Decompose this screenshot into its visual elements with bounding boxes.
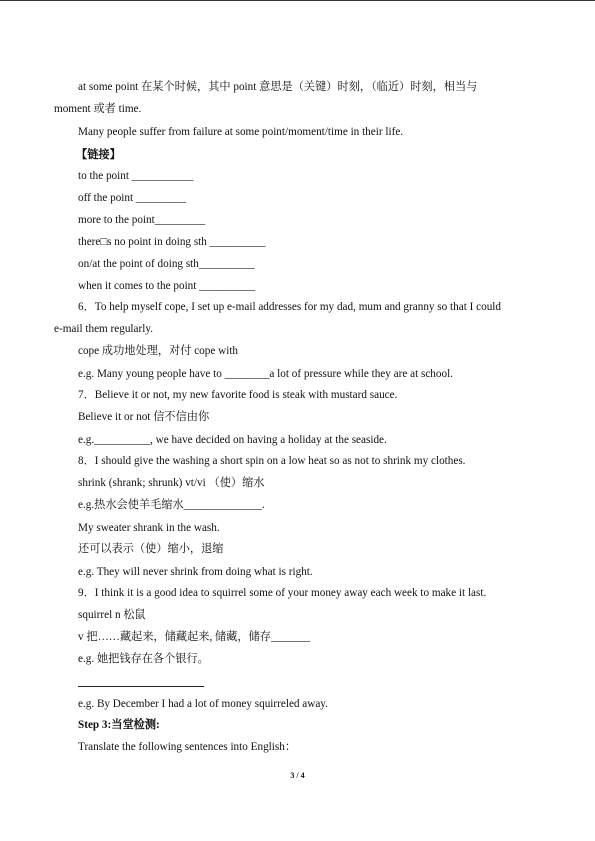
text-line: at some point 在某个时候，其中 point 意思是（关键）时刻，（临近）时刻，相当与 (78, 81, 478, 93)
text-line: cope 成功地处理，对付 cope with (78, 345, 239, 357)
text-line: when it comes to the point __________ (78, 280, 256, 292)
step-heading: Step 3:当堂检测: (78, 719, 160, 731)
text-line: Believe it or not 信不信由你 (78, 411, 210, 423)
text-line: shrink (shrank; shrunk) vt/vi （使）缩水 (78, 477, 265, 489)
text-line: squirrel n 松鼠 (78, 609, 146, 621)
text-line: 8．I should give the washing a short spin on a low heat so as not to shrink my clothes. (78, 455, 466, 467)
text-line: e.g. Many young people have to ________a lot of pressure while they are at school. (78, 368, 453, 380)
text-line: e.g.热水会使羊毛缩水______________. (78, 499, 265, 511)
text-line: 还可以表示（使）缩小，退缩 (78, 543, 224, 555)
text-line: on/at the point of doing sth__________ (78, 258, 255, 270)
text-line: e.g. They will never shrink from doing what is right. (78, 566, 313, 578)
text-line: e-mail them regularly. (54, 323, 153, 335)
text-line: Many people suffer from failure at some point/moment/time in their life. (78, 126, 404, 138)
text-line: 7．Believe it or not, my new favorite food is steak with mustard sauce. (78, 389, 398, 401)
answer-blank-line (78, 686, 204, 687)
text-line: v 把……藏起来，储藏起来, 储藏，储存_______ (78, 631, 311, 643)
section-heading: 【链接】 (76, 149, 121, 161)
text-line: 6．To help myself cope, I set up e-mail addresses for my dad, mum and granny so that I could (78, 301, 501, 313)
text-line: more to the point_________ (78, 214, 206, 226)
text-line: off the point _________ (78, 192, 187, 204)
text-line: Translate the following sentences into English： (78, 741, 297, 753)
text-line: e.g.__________, we have decided on having a holiday at the seaside. (78, 434, 387, 446)
text-line: there□s no point in doing sth __________ (78, 236, 266, 248)
text-line: e.g. 她把钱存在各个银行。 (78, 653, 209, 665)
text-line: e.g. By December I had a lot of money squirreled away. (78, 698, 328, 710)
page-number: 3 / 4 (290, 771, 305, 780)
text-line: moment 或者 time. (54, 103, 142, 115)
text-line: My sweater shrank in the wash. (78, 522, 220, 534)
text-line: to the point ___________ (78, 170, 194, 182)
text-line: 9．I think it is a good idea to squirrel some of your money away each week to make it last. (78, 587, 487, 599)
